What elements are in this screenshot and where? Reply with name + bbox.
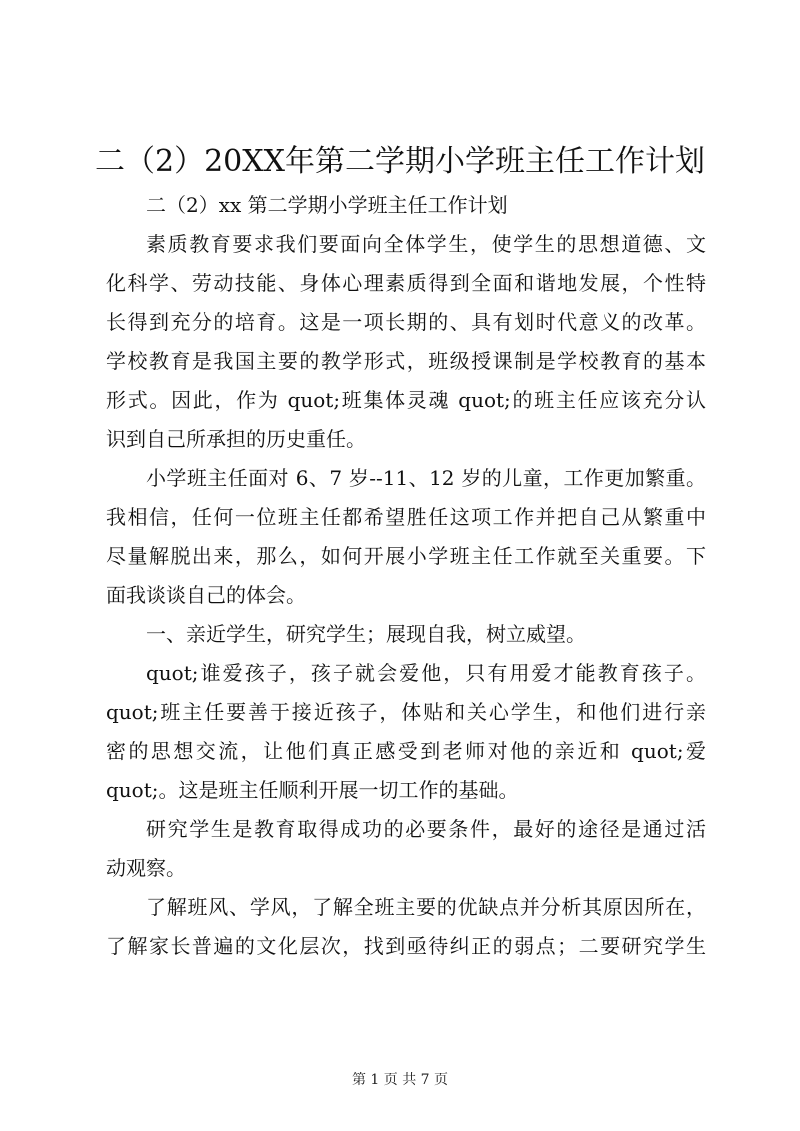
document-title: 二（2）20XX年第二学期小学班主任工作计划 (95, 144, 705, 179)
text-line: 长得到充分的培育。这是一项长期的、具有划时代意义的改革。 (106, 310, 706, 334)
text-line: 了解班风、学风，了解全班主要的优缺点并分析其原因所在， (146, 895, 706, 919)
text-line: 素质教育要求我们要面向全体学生，使学生的思想道德、文 (146, 232, 706, 256)
text-line: 密的思想交流，让他们真正感受到老师对他的亲近和 quot;爱 (106, 739, 706, 763)
text-line: 面我谈谈自己的体会。 (106, 583, 306, 607)
text-line: 小学班主任面对 6、7 岁--11、12 岁的儿童，工作更加繁重。 (146, 466, 706, 490)
text-line: 动观察。 (106, 856, 186, 880)
text-line: quot;。这是班主任顺利开展一切工作的基础。 (106, 778, 519, 802)
document-subtitle: 二（2）xx 第二学期小学班主任工作计划 (146, 193, 508, 217)
text-line: 了解家长普遍的文化层次，找到亟待纠正的弱点；二要研究学生 (106, 934, 706, 958)
text-line: 我相信，任何一位班主任都希望胜任这项工作并把自己从繁重中 (106, 505, 706, 529)
text-line: 一、亲近学生，研究学生；展现自我，树立威望。 (146, 622, 586, 646)
text-line: 学校教育是我国主要的教学形式，班级授课制是学校教育的基本 (106, 349, 706, 373)
document-body (106, 186, 706, 966)
text-line: 识到自己所承担的历史重任。 (106, 427, 366, 451)
text-line: 研究学生是教育取得成功的必要条件，最好的途径是通过活 (146, 817, 706, 841)
text-line: quot;班主任要善于接近孩子，体贴和关心学生，和他们进行亲 (106, 700, 706, 724)
text-line: 尽量解脱出来，那么，如何开展小学班主任工作就至关重要。下 (106, 544, 706, 568)
text-line: 化科学、劳动技能、身体心理素质得到全面和谐地发展，个性特 (106, 271, 706, 295)
page-footer: 第 1 页 共 7 页 (351, 1072, 449, 1088)
text-line: 形式。因此，作为 quot;班集体灵魂 quot;的班主任应该充分认 (106, 388, 706, 412)
text-line: quot;谁爱孩子，孩子就会爱他，只有用爱才能教育孩子。 (146, 661, 706, 685)
